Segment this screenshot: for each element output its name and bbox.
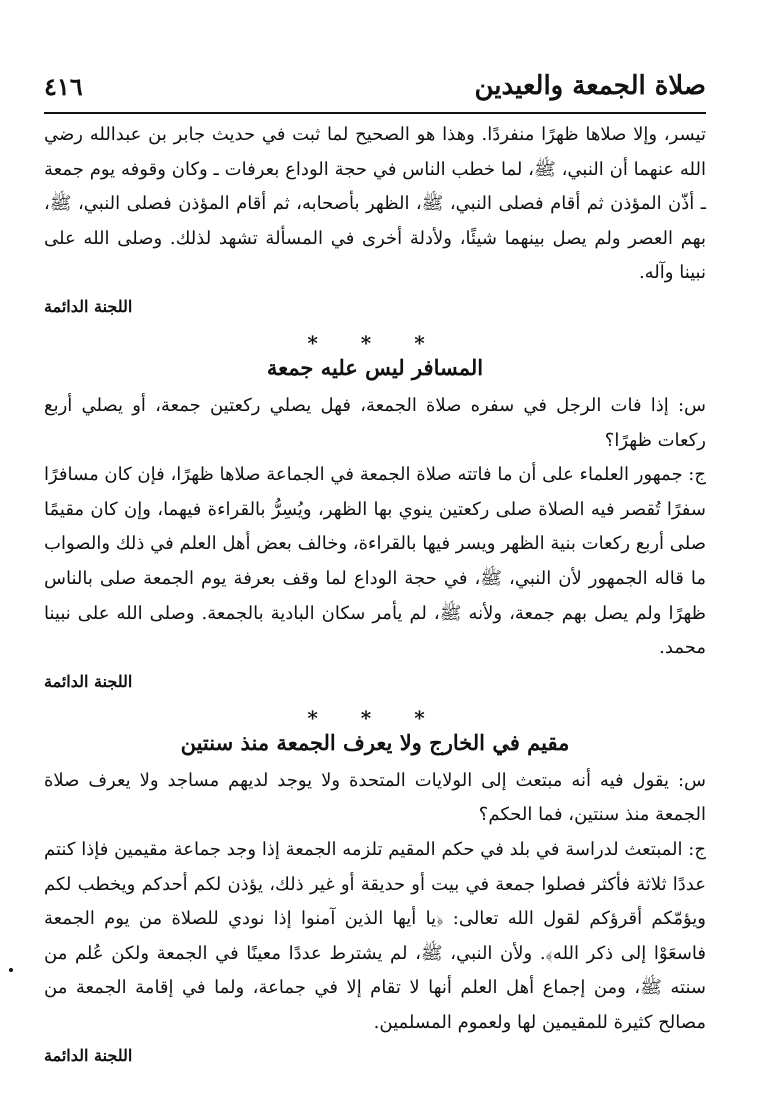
signature: اللجنة الدائمة <box>44 1046 133 1066</box>
header-rule <box>44 112 706 114</box>
continuation-section <box>44 118 706 323</box>
question-paragraph: س: إذا فات الرجل في سفره صلاة الجمعة، فهل يصلي ركعتين جمعة، أو يصلي أربع ركعات ظهرًا؟ <box>44 394 706 451</box>
margin-dot <box>9 968 13 972</box>
running-title: صلاة الجمعة والعيدين <box>474 71 706 101</box>
answer-paragraph: ج: المبتعث لدراسة في بلد في حكم المقيم تلزمه الجمعة إذا وجد جماعة مقيمين فإذا كنتم عددًا ثلاثة فأكثر فصلوا جمعة في بيت أو حديقة أو غير ذلك، يؤذن لكم أحدكم ويخطب لكم ويؤمّكم أقرؤكم لقول الله تعالى: ﴿يا أيها الذين آمنوا إذا نودي للصلاة من يوم الجمعة فاسعَوْا إلى ذكر الله﴾. ولأن النبي، ﷺ، لم يشترط عددًا معينًا في الجمعة ولكن عُلم من سنته ﷺ، ومن إجماع أهل العلم أنها لا تقام إلا في جماعة، ولما في إقامة الجمعة من مصالح كثيرة للمقيمين لها ولعموم المسلمين. <box>44 838 706 1033</box>
page-number: ٤١٦ <box>44 71 83 101</box>
question-paragraph: س: يقول فيه أنه مبتعث إلى الولايات المتحدة ولا يوجد لديهم مساجد ولا يعرف صلاة الجمعة منذ سنتين، فما الحكم؟ <box>44 769 706 826</box>
fatwa-section <box>44 705 706 1073</box>
section-title: مقيم في الخارج ولا يعرف الجمعة منذ سنتين <box>180 729 570 755</box>
page-body <box>44 118 706 1072</box>
section-divider-stars: * * * <box>307 330 443 355</box>
signature: اللجنة الدائمة <box>44 671 133 691</box>
section-title: المسافر ليس عليه جمعة <box>266 354 484 380</box>
fatwa-section <box>43 330 706 698</box>
paragraph: تيسر، وإلا صلاها ظهرًا منفردًا. وهذا هو الصحيح لما ثبت في حديث جابر بن عبدالله رضي الله عنهما أن النبي، ﷺ، لما خطب الناس في حجة الوداع بعرفات ـ وكان وقوفه يوم جمعة ـ أذّن المؤذن ثم أقام فصلى النبي، ﷺ، الظهر بأصحابه، ثم أقام المؤذن فصلى النبي، ﷺ، بهم العصر ولم يصل بينهما شيئًا، ولأدلة أخرى في المسألة تشهد لذلك. وصلى الله على نبينا وآله. <box>44 124 706 284</box>
section-divider-stars: * * * <box>307 705 443 730</box>
page-header <box>44 64 706 108</box>
signature: اللجنة الدائمة <box>44 296 133 316</box>
answer-paragraph: ج: جمهور العلماء على أن ما فاتته صلاة الجمعة في الجماعة صلاها ظهرًا، فإن كان مسافرًا سفرًا تُقصر فيه الصلاة صلى ركعتين ينوي بها الظهر، ويُسِرُّ بالقراءة فيهما، وإن كان مقيمًا صلى أربع ركعات بنية الظهر ويسر فيها بالقراءة، وخالف بعض أهل العلم في ذلك والصواب ما قاله الجمهور لأن النبي، ﷺ، في حجة الوداع لما وقف بعرفة يوم الجمعة صلى بالناس ظهرًا ولم يصل بهم جمعة، ولأنه ﷺ، لم يأمر سكان البادية بالجمعة. وصلى الله على نبينا محمد. <box>43 464 706 659</box>
